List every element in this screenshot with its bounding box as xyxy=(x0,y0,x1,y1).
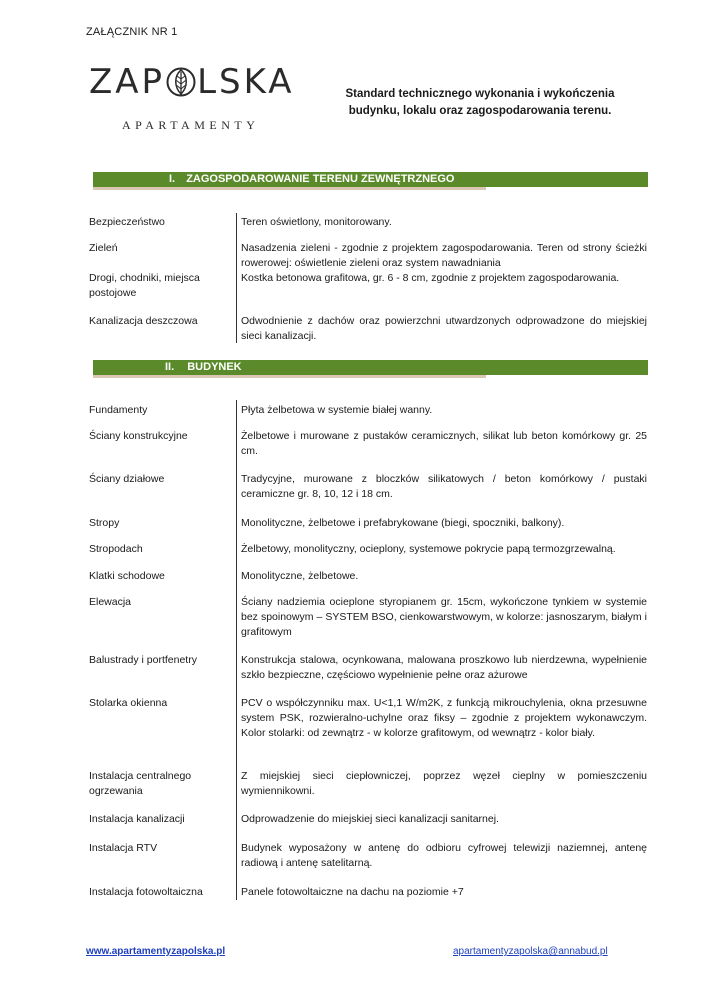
row-label: Instalacja centralnego ogrzewania xyxy=(89,770,192,797)
row-value: Tradycyjne, murowane z bloczków silikatowych / beton komórkowy / pustaki ceramiczne gr. 8, 10, 12 i 18 cm. xyxy=(241,473,647,500)
row-label: Stropy xyxy=(89,517,120,529)
row-label: Klatki schodowe xyxy=(89,570,165,582)
row-value: Teren oświetlony, monitorowany. xyxy=(241,216,392,228)
row-value: Budynek wyposażony w antenę do odbioru cyfrowej telewizji naziemnej, antenę radiową i antenę satelitarną. xyxy=(241,842,647,869)
column-divider xyxy=(236,400,237,900)
attachment-label: ZAŁĄCZNIK NR 1 xyxy=(86,26,178,38)
row-label: Kanalizacja deszczowa xyxy=(89,315,198,327)
row-label: Ściany działowe xyxy=(89,473,165,485)
row-label: Zieleń xyxy=(89,242,118,254)
document-title xyxy=(330,86,630,120)
section-title: BUDYNEK xyxy=(187,361,242,373)
leaf-icon xyxy=(166,65,196,99)
row-label: Stropodach xyxy=(89,543,143,555)
logo-text-part1: ZAP xyxy=(89,62,166,102)
row-label: Bezpieczeństwo xyxy=(89,216,165,228)
website-link[interactable]: www.apartamentyzapolska.pl xyxy=(86,946,226,957)
row-label: Stolarka okienna xyxy=(89,697,168,709)
brand-logo xyxy=(89,62,295,102)
section-underline xyxy=(93,187,486,190)
row-value: Monolityczne, żelbetowe. xyxy=(241,570,359,582)
row-value: Panele fotowoltaiczne na dachu na poziomie +7 xyxy=(241,886,464,898)
document-title-line2: budynku, lokalu oraz zagospodarowania terenu. xyxy=(348,105,612,117)
section-heading-terrain xyxy=(93,172,648,187)
section-heading-building xyxy=(93,360,648,375)
row-value: Żelbetowe i murowane z pustaków ceramicznych, silikat lub beton komórkowy gr. 25 cm. xyxy=(241,430,647,457)
row-value: Ściany nadziemia ocieplone styropianem gr. 15cm, wykończone tynkiem w systemie bez spoinowym – SYSTEM BSO, cienkowarstwowym, w kolorze: jasnoszarym, białym i grafitowym xyxy=(241,596,647,638)
row-label: Ściany konstrukcyjne xyxy=(89,430,188,442)
section-underline xyxy=(93,375,486,378)
row-value: PCV o współczynniku max. U<1,1 W/m2K, z funkcją mikrouchylenia, okna przesuwne system PSK, rozwieralno-uchylne oraz fiksy – zgodnie z projektem wykonawczym. Kolor stolarki: od zewnątrz - w kolorze grafitowym, od wewnątrz - kolor biały. xyxy=(241,697,647,739)
column-divider xyxy=(236,213,237,343)
row-label: Elewacja xyxy=(89,596,132,608)
section-number: I. xyxy=(169,173,176,185)
row-label: Balustrady i portfenetry xyxy=(89,654,197,666)
row-label: Instalacja fotowoltaiczna xyxy=(89,886,203,898)
row-value: Żelbetowy, monolityczny, ocieplony, systemowe pokrycie papą termozgrzewalną. xyxy=(241,543,616,555)
row-label: Fundamenty xyxy=(89,404,148,416)
section-number: II. xyxy=(165,361,175,373)
email-link[interactable]: apartamentyzapolska@annabud.pl xyxy=(453,946,608,957)
row-value: Odwodnienie z dachów oraz powierzchni utwardzonych odprowadzone do miejskiej sieci kanalizacji. xyxy=(241,315,647,342)
row-value: Płyta żelbetowa w systemie białej wanny. xyxy=(241,404,433,416)
logo-subtitle: APARTAMENTY xyxy=(122,118,260,132)
document-title-line1: Standard technicznego wykonania i wykończenia xyxy=(345,88,615,100)
row-value: Kostka betonowa grafitowa, gr. 6 - 8 cm, zgodnie z projektem zagospodarowania. xyxy=(241,272,620,284)
row-value: Monolityczne, żelbetowe i prefabrykowane (biegi, spoczniki, balkony). xyxy=(241,517,565,529)
row-value: Konstrukcja stalowa, ocynkowana, malowana proszkowo lub nierdzewna, wypełnienie szkło bezpieczne, częściowo wypełnienie pełne oraz ażurowe xyxy=(241,654,647,681)
row-value: Z miejskiej sieci ciepłowniczej, poprzez węzeł cieplny w pomieszczeniu wymiennikowni. xyxy=(241,770,647,797)
logo-text-part2: LSKA xyxy=(197,62,295,102)
row-value: Odprowadzenie do miejskiej sieci kanalizacji sanitarnej. xyxy=(241,813,499,825)
section-title: ZAGOSPODAROWANIE TERENU ZEWNĘTRZNEGO xyxy=(186,173,455,185)
row-label: Instalacja kanalizacji xyxy=(89,813,185,825)
row-label: Instalacja RTV xyxy=(89,842,158,854)
row-value: Nasadzenia zieleni - zgodnie z projektem zagospodarowania. Teren od strony ścieżki rowerowej: oświetlenie zieleni oraz system nawadniania xyxy=(241,242,647,269)
row-label: Drogi, chodniki, miejsca postojowe xyxy=(89,272,200,299)
